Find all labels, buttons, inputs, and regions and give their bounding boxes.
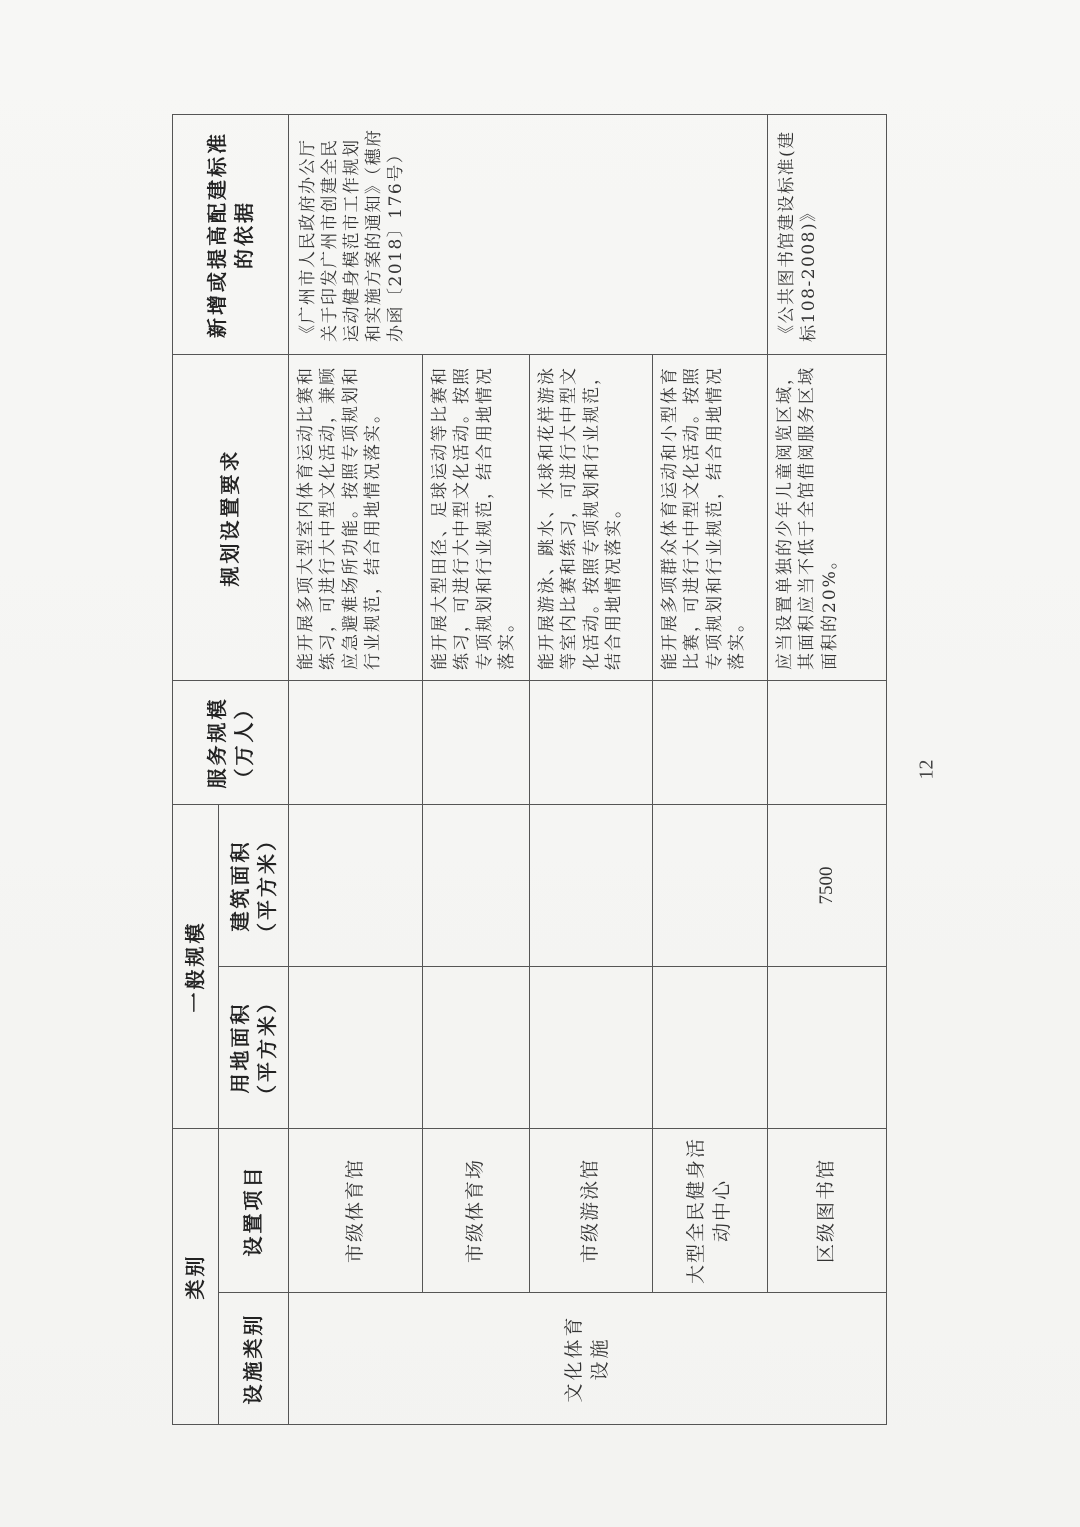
setup-item-cell: 市级体育馆 <box>289 1129 423 1293</box>
table-row <box>768 115 887 1425</box>
requirements-cell: 能开展多项大型室内体育运动比赛和练习，可进行大中型文化活动，兼顾应急避难场所功能。按照专项规划和行业规范，结合用地情况落实。 <box>289 355 423 681</box>
land-area-cell <box>289 967 423 1129</box>
building-area-cell <box>530 805 653 967</box>
service-scale-cell <box>289 681 423 805</box>
header-row-1 <box>173 115 219 1425</box>
land-area-cell <box>653 967 768 1129</box>
land-area-cell <box>423 967 530 1129</box>
rotated-table-stage <box>172 115 886 1425</box>
facility-standards-table <box>172 114 887 1425</box>
land-area-header: 用地面积 （平方米） <box>219 967 289 1129</box>
service-scale-header: 服务规模 （万人） <box>173 681 289 805</box>
facility-type-header: 设施类别 <box>219 1293 289 1425</box>
requirements-header: 规划设置要求 <box>173 355 289 681</box>
building-area-header: 建筑面积 （平方米） <box>219 805 289 967</box>
basis-header: 新增或提高配建标准 的依据 <box>173 115 289 355</box>
service-scale-cell <box>653 681 768 805</box>
facility-group-cell: 文化体育 设施 <box>289 1293 887 1425</box>
table-row <box>289 115 423 1425</box>
page-number: 12 <box>915 759 938 780</box>
building-area-cell <box>423 805 530 967</box>
basis-sports-cell: 《广州市人民政府办公厅关于印发广州市创建全民运动健身模范市工作规划和实施方案的通知》（穗府办函〔2018〕176号） <box>289 115 768 355</box>
setup-item-cell: 市级游泳馆 <box>530 1129 653 1293</box>
service-scale-cell <box>768 681 887 805</box>
service-scale-cell <box>530 681 653 805</box>
requirements-cell: 应当设置单独的少年儿童阅览区域，其面积应当不低于全馆借阅服务区域面积的20%。 <box>768 355 887 681</box>
building-area-cell <box>289 805 423 967</box>
category-header: 类别 <box>173 1129 219 1425</box>
requirements-cell: 能开展大型田径、足球运动等比赛和练习，可进行大中型文化活动。按照专项规划和行业规范，结合用地情况落实。 <box>423 355 530 681</box>
setup-item-cell: 大型全民健身活动中心 <box>653 1129 768 1293</box>
general-scale-header: 一般规模 <box>173 805 219 1129</box>
basis-library-cell: 《公共图书馆建设标准(建标108-2008)》 <box>768 115 887 355</box>
setup-item-header: 设置项目 <box>219 1129 289 1293</box>
building-area-cell <box>653 805 768 967</box>
requirements-cell: 能开展多项群众体育运动和小型体育比赛，可进行大中型文化活动。按照专项规划和行业规范，结合用地情况落实。 <box>653 355 768 681</box>
setup-item-cell: 市级体育场 <box>423 1129 530 1293</box>
land-area-cell <box>530 967 653 1129</box>
land-area-cell <box>768 967 887 1129</box>
requirements-cell: 能开展游泳、跳水、水球和花样游泳等室内比赛和练习，可进行大中型文化活动。按照专项规划和行业规范，结合用地情况落实。 <box>530 355 653 681</box>
setup-item-cell: 区级图书馆 <box>768 1129 887 1293</box>
service-scale-cell <box>423 681 530 805</box>
building-area-cell: 7500 <box>768 805 887 967</box>
